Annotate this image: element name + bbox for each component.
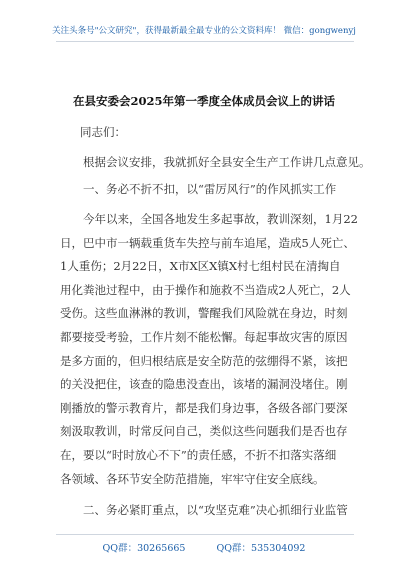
footer <box>0 540 408 554</box>
paragraph-line: 日，巴中市一辆载重货车失控与前车追尾，造成5人死亡、 <box>60 235 355 250</box>
salutation: 同志们： <box>80 125 126 139</box>
paragraph-line: 1人重伤；2月22日，X市X区X镇X村七组村民在清掏自 <box>60 259 341 274</box>
section1-heading <box>60 178 336 202</box>
paragraph-line: 的关没把住，该查的隐患没查出，该堵的漏洞没堵住。刚 <box>60 377 348 392</box>
paragraph-line: 用化粪池过程中，由于操作和施救不当造成2人死亡，2人 <box>60 282 351 297</box>
paragraph-line: 今年以来，全国各地发生多起事故，教训深刻，1月22 <box>83 212 358 226</box>
footer-qq-group-1: QQ群：30265665 <box>102 543 186 554</box>
footer-qq-group-2: QQ群：535304092 <box>216 543 306 554</box>
section2-heading-text: 二、务必紧盯重点，以“攻坚克难”决心抓细行业监管 <box>83 503 348 517</box>
section1-paragraph <box>60 208 358 491</box>
header-banner: 关注头条号"公文研究"，获得最新最全最专业的公文资料库！ 微信：gongwenyj <box>52 26 356 36</box>
intro-line: 根据会议安排，我就抓好全县安全生产工作讲几点意见。 <box>83 155 371 169</box>
paragraph-line: 刚播放的警示教育片，都是我们身边事，各级各部门要深 <box>60 400 348 415</box>
intro-paragraph <box>60 151 371 175</box>
document-title: 在县安委会2025年第一季度全体成员会议上的讲话 <box>72 94 335 108</box>
section2-heading <box>60 499 348 523</box>
section1-heading-text: 一、务必不折不扣，以“雷厉风行”的作风抓实工作 <box>83 182 337 196</box>
paragraph-line: 是多方面的，但归根结底是安全防范的弦绷得不紧，该把 <box>60 353 348 368</box>
paragraph-line: 各领域、各环节安全防范措施，牢牢守住安全底线。 <box>60 471 325 486</box>
footer-divider <box>56 534 354 535</box>
paragraph-line: 刻汲取教训，时常反问自己，类似这些问题我们是否也存 <box>60 424 348 439</box>
paragraph-line: 在，要以“时时放心不下”的责任感，不折不扣落实落细 <box>60 447 337 462</box>
paragraph-line: 都要接受考验，工作片刻不能松懈。每起事故灾害的原因 <box>60 329 348 344</box>
paragraph-line: 受伤。这些血淋淋的教训，警醒我们风险就在身边，时刻 <box>60 306 348 321</box>
header-divider <box>56 41 354 42</box>
